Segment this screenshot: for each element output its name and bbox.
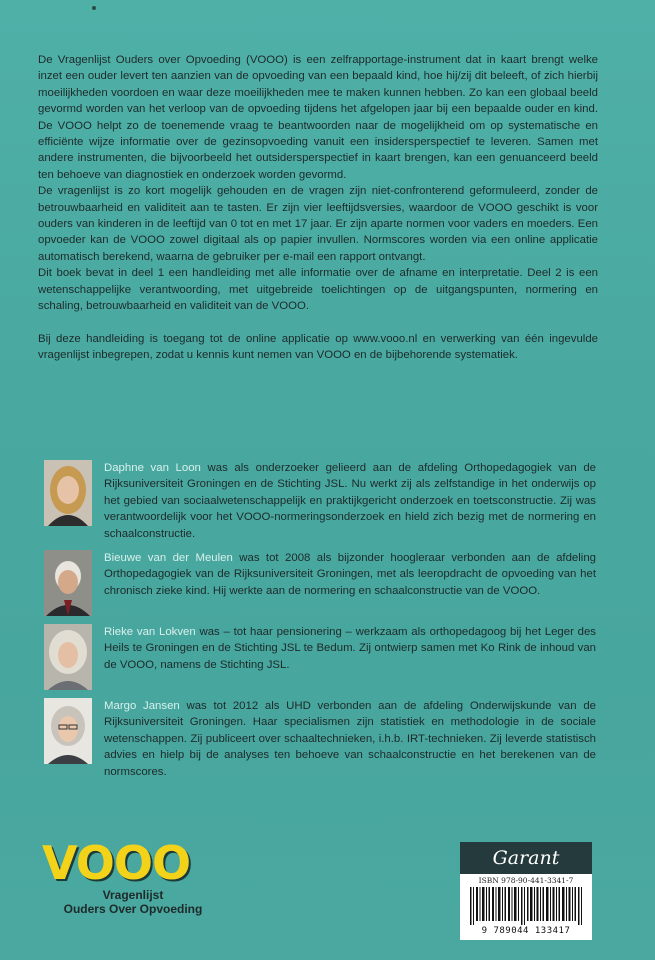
publisher-logo: Garant	[460, 842, 592, 874]
author-bio-bieuwe	[44, 550, 596, 620]
author-photo-daphne	[44, 460, 92, 526]
author-name: Daphne van Loon	[104, 462, 201, 474]
description-paragraph-4: Bij deze handleiding is toegang tot de online applicatie op www.vooo.nl en verwerking van één ingevulde vragenlijst inbegrepen, zodat u kennis kunt nemen van VOOO en de bijbehorende systematiek.	[38, 332, 598, 361]
vooo-logo	[40, 836, 210, 926]
barcode-number: 9 789044 133417	[481, 926, 571, 936]
portrait-icon	[44, 550, 92, 616]
portrait-icon	[44, 698, 92, 764]
author-description: was als onderzoeker gelieerd aan de afdeling Orthopedagogiek van de Rijksuniversiteit Groningen en de Stichting JSL. Nu werkt zij als zelfstandige in het onderwijs op het gebied van sociaalwetenschappelijk en praktijkgericht onderzoek en toetsconstructie. Zij was verantwoordelijk voor het VOOO-normeringsonderzoek en hield zich bezig met de normering en schaalconstructie.	[104, 462, 596, 540]
print-mark	[92, 6, 96, 10]
author-photo-margo	[44, 698, 92, 764]
description-paragraph-2: De vragenlijst is zo kort mogelijk gehouden en de vragen zijn niet-confronterend geformuleerd, zonder de betrouwbaarheid en validiteit aan te tasten. Er zijn vier leeftijdsversies, waardoor de VOOO geschikt is voor ouders van kinderen in de leeftijd van 0 tot en met 17 jaar. Er zijn aparte normen voor vaders en moeders. Een opvoeder kan de VOOO zowel digitaal als op papier invullen. Normscores worden via een online applicatie automatisch berekend, waarna de gebruiker per e-mail een rapport ontvangt.	[38, 185, 598, 263]
author-photo-bieuwe	[44, 550, 92, 616]
description-text	[38, 52, 598, 363]
author-description: was tot 2008 als bijzonder hoogleraar verbonden aan de afdeling Orthopedagogiek van de Rijksuniversiteit Groningen, met als leeropdracht de opvoeding van het chronisch zieke kind. Hij werkte aan de normering en schaalconstructie van de VOOO.	[104, 552, 596, 597]
logo-word: VOOO	[42, 836, 191, 890]
description-paragraph-1: De Vragenlijst Ouders over Opvoeding (VOOO) is een zelfrapportage-instrument dat in kaart brengt welke inzet een ouder levert ten aanzien van de opvoeding van een bepaald kind, hoe hij/zij dit beleeft, of zich hierbij moeilijkheden voordoen en waar deze moeilijkheden mee te maken kunnen hebben. Zo kan een globaal beeld gevormd worden van het verloop van de opvoeding tijdens het afgelopen jaar bij een bepaalde ouder en kind. De VOOO helpt zo de toenemende vraag te beantwoorden naar de mogelijkheid om op systematische en efficiënte wijze informatie over de gezinsopvoeding vanuit een insidersperspectief te leveren. Samen met andere instrumenten, die bijvoorbeeld het outsidersperspectief in kaart brengen, kan een genuanceerd beeld ten behoeve van diagnostiek en onderzoek worden gevormd.	[38, 54, 598, 181]
isbn-text: ISBN 978-90-441-3341-7	[478, 876, 574, 885]
author-bio-rieke	[44, 624, 596, 694]
author-text	[104, 460, 596, 542]
author-text	[104, 624, 596, 673]
author-name: Rieke van Lokven	[104, 626, 196, 638]
logo-subtitle	[48, 888, 218, 916]
logo-subtitle-line-1: Vragenlijst	[102, 888, 164, 902]
author-text	[104, 698, 596, 780]
author-bio-daphne	[44, 460, 596, 540]
barcode-block	[460, 842, 592, 940]
barcode-icon	[470, 887, 584, 925]
author-bio-margo	[44, 698, 596, 778]
portrait-icon	[44, 460, 92, 526]
author-name: Bieuwe van der Meulen	[104, 552, 233, 564]
author-name: Margo Jansen	[104, 700, 180, 712]
author-description: was tot 2012 als UHD verbonden aan de afdeling Onderwijskunde van de Rijksuniversiteit Groningen. Haar specialismen zijn statistiek en methodologie in de sociale wetenschappen. Zij publiceert over schaaltechnieken, i.h.b. IRT-technieken. Zij leverde statistisch advies en hielp bij de analyses ten behoeve van schaalconstructie en het berekenen van de normscores.	[104, 700, 596, 778]
author-description: was – tot haar pensionering – werkzaam als orthopedagoog bij het Leger des Heils te Groningen en de Stichting JSL te Bedum. Zij ontwierp samen met Ko Rink de inhoud van de VOOO, namens de Stichting JSL.	[104, 626, 597, 671]
portrait-icon	[44, 624, 92, 690]
logo-subtitle-line-2: Ouders Over Opvoeding	[63, 902, 203, 916]
author-photo-rieke	[44, 624, 92, 690]
author-text	[104, 550, 596, 599]
description-paragraph-3: Dit boek bevat in deel 1 een handleiding met alle informatie over de afname en interpretatie. Deel 2 is een wetenschappelijke verantwoording, met uitgebreide toelichtingen op de uitgangspunten, normering en schaling, betrouwbaarheid en validiteit van de VOOO.	[38, 267, 598, 313]
